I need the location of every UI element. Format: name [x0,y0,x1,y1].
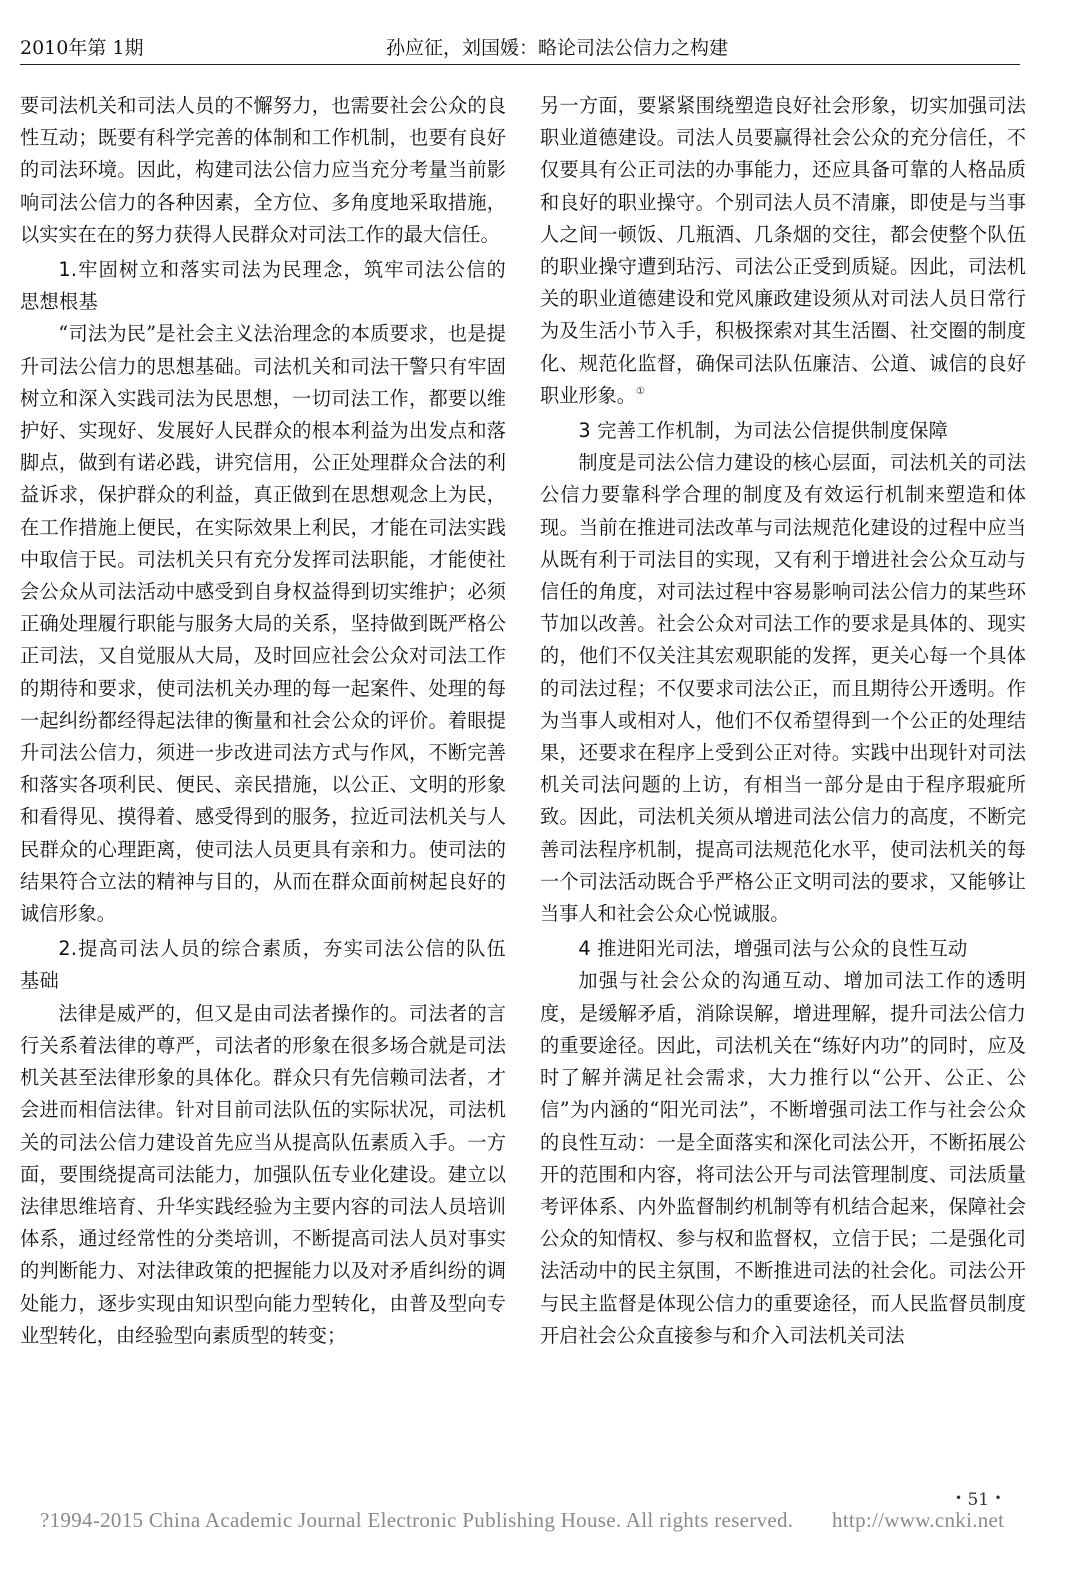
paragraph-section-1: “司法为民”是社会主义法治理念的本质要求，也是提升司法公信力的思想基础。司法机关和司法干警只有牢固树立和深入实践司法为民思想，一切司法工作，都要以维护好、实现好、发展好人民群众的根本利益为出发点和落脚点，做到有诺必践，讲究信用，公正处理群众合法的利益诉求，保护群众的利益，真正做到在思想观念上为民，在工作措施上便民，在实际效果上利民，才能在司法实践中取信于民。司法机关只有充分发挥司法职能，才能使社会公众从司法活动中感受到自身权益得到切实维护；必须正确处理履行职能与服务大局的关系，坚持做到既严格公正司法，又自觉服从大局，及时回应社会公众对司法工作的期待和要求，使司法机关办理的每一起案件、处理的每一起纠纷都经得起法律的衡量和社会公众的评价。着眼提升司法公信力，须进一步改进司法方式与作风，不断完善和落实各项利民、便民、亲民措施，以公正、文明的形象和看得见、摸得着、感受得到的服务，拉近司法机关与人民群众的心理距离，使司法人员更具有亲和力。使司法的结果符合立法的精神与目的，从而在群众面前树起良好的诚信形象。 [20,322,506,926]
paragraph-section-3: 制度是司法公信力建设的核心层面，司法机关的司法公信力要靠科学合理的制度及有效运行机制来塑造和体现。当前在推进司法改革与司法规范化建设的过程中应当从既有利于司法目的实现，又有利于增进社会公众互动与信任的角度，对司法过程中容易影响司法公信力的某些环节加以改善。社会公众对司法工作的要求是具体的、现实的，他们不仅关注其宏观职能的发挥，更关心每一个具体的司法过程；不仅要求司法公正，而且期待公开透明。作为当事人或相对人，他们不仅希望得到一个公正的处理结果，还要求在程序上受到公正对待。实践中出现针对司法机关司法问题的上访，有相当一部分是由于程序瑕疵所致。因此，司法机关须从增进司法公信力的高度，不断完善司法程序机制，提高司法规范化水平，使司法机关的每一个司法活动既合乎严格公正文明司法的要求，又能够让当事人和社会公众心悦诚服。 [540,451,1026,926]
paragraph-section-4: 加强与社会公众的沟通互动、增加司法工作的透明度，是缓解矛盾，消除误解，增进理解，提升司法公信力的重要途径。因此，司法机关在“练好内功”的同时，应及时了解并满足社会需求，大力推行以“公开、公正、公信”为内涵的“阳光司法”，不断增强司法工作与社会公众的良性互动：一是全面落实和深化司法公开，不断拓展公开的范围和内容，将司法公开与司法管理制度、司法质量考评体系、内外监督制约机制等有机结合起来，保障社会公众的知情权、参与权和监督权，立信于民；二是强化司法活动中的民主氛围，不断推进司法的社会化。司法公开与民主监督是体现公信力的重要途径，而人民监督员制度开启社会公众直接参与和介入司法机关司法 [540,969,1026,1347]
cnki-url[interactable]: http://www.cnki.net [832,1508,1005,1532]
footnote-marker[interactable]: ① [635,385,645,397]
page-number-value: 51 [967,1490,990,1510]
paragraph-section-2: 法律是威严的，但又是由司法者操作的。司法者的言行关系着法律的尊严，司法者的形象在很多场合就是司法机关甚至法律形象的具体化。群众只有先信赖司法者，才会进而相信法律。针对目前司法队伍的实际状况，司法机关的司法公信力建设首先应当从提高队伍素质入手。一方面，要围绕提高司法能力，加强队伍专业化建设。建立以法律思维培育、升华实践经验为主要内容的司法人员培训体系，通过经常性的分类培训，不断提高司法人员对事实的判断能力、对法律政策的把握能力以及对矛盾纠纷的调处能力，逐步实现由知识型向能力型转化，由普及型向专业型转化，由经验型向素质型的转变； [20,1001,506,1347]
left-column [20,90,506,1352]
page-number-dot-left: • [955,1491,963,1505]
paragraph-continued-right [540,90,1026,412]
section-heading-2: 2.提高司法人员的综合素质，夯实司法公信的队伍基础 [20,937,506,993]
journal-issue: 2010年第 1期 [20,37,144,59]
section-heading-4: 4 推进阳光司法，增强司法与公众的良性互动 [578,937,968,961]
running-title: 孙应征，刘国媛：略论司法公信力之构建 [386,37,729,59]
section-heading-3: 3 完善工作机制，为司法公信提供制度保障 [578,419,949,443]
running-header [20,34,1020,65]
copyright-text: ?1994-2015 China Academic Journal Electronic Publishing House. All rights reserved. [40,1508,794,1532]
right-column [540,90,1026,1352]
page-number [955,1490,1002,1510]
paragraph-continued-text: 另一方面，要紧紧围绕塑造良好社会形象，切实加强司法职业道德建设。司法人员要赢得社会公众的充分信任，不仅要具有公正司法的办事能力，还应具备可靠的人格品质和良好的职业操守。个别司法人员不清廉，即使是与当事人之间一顿饭、几瓶酒、几条烟的交往，都会使整个队伍的职业操守遭到玷污、司法公正受到质疑。因此，司法机关的职业道德建设和党风廉政建设须从对司法人员日常行为及生活小节入手，积极探索对其生活圈、社交圈的制度化、规范化监督，确保司法队伍廉洁、公道、诚信的良好职业形象。 [540,94,1026,407]
section-heading-1: 1.牢固树立和落实司法为民理念，筑牢司法公信的思想根基 [20,258,506,314]
copyright-footer [40,1508,1020,1533]
paragraph-continued: 要司法机关和司法人员的不懈努力，也需要社会公众的良性互动；既要有科学完善的体制和工作机制，也要有良好的司法环境。因此，构建司法公信力应当充分考量当前影响司法公信力的各种因素，全方位、多角度地采取措施，以实实在在的努力获得人民群众对司法工作的最大信任。 [20,94,506,246]
page-number-dot-right: • [994,1491,1002,1505]
